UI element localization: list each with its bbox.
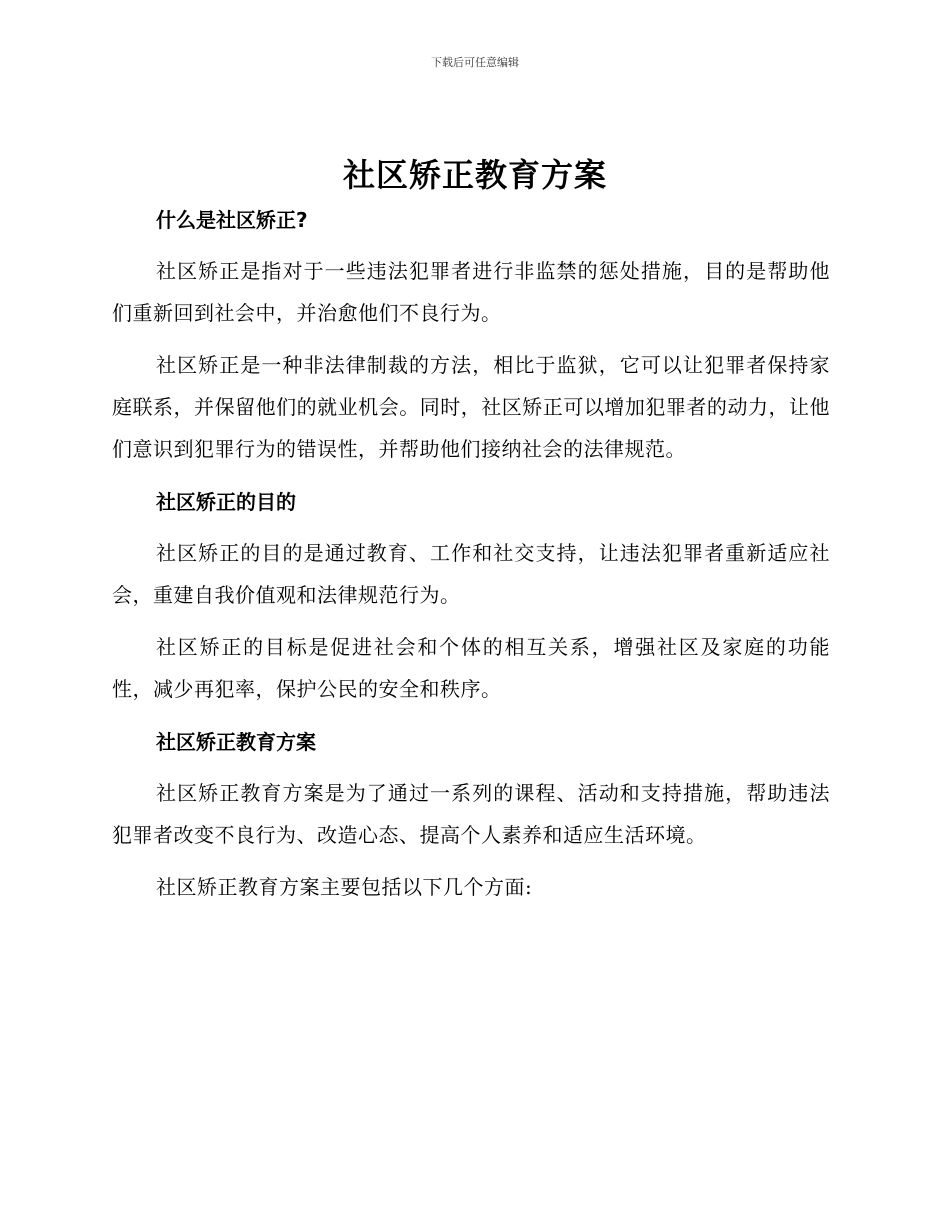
paragraph: 社区矫正的目的是通过教育、工作和社交支持，让违法犯罪者重新适应社会，重建自我价值观和法律规范行为。 bbox=[112, 541, 830, 607]
document-body bbox=[112, 200, 830, 908]
paragraph: 社区矫正的目标是促进社会和个体的相互关系，增强社区及家庭的功能性，减少再犯率，保护公民的安全和秩序。 bbox=[112, 635, 830, 701]
page-title: 社区矫正教育方案 bbox=[342, 156, 607, 194]
section-heading: 社区矫正教育方案 bbox=[156, 730, 316, 754]
paragraph: 社区矫正教育方案是为了通过一系列的课程、活动和支持措施，帮助违法犯罪者改变不良行为、改造心态、提高个人素养和适应生活环境。 bbox=[112, 781, 830, 847]
paragraph: 社区矫正是指对于一些违法犯罪者进行非监禁的惩处措施，目的是帮助他们重新回到社会中，并治愈他们不良行为。 bbox=[112, 259, 830, 325]
header-note: 下载后可任意编辑 bbox=[431, 56, 519, 69]
section-heading: 什么是社区矫正? bbox=[156, 208, 308, 232]
paragraph: 社区矫正是一种非法律制裁的方法，相比于监狱，它可以让犯罪者保持家庭联系，并保留他们的就业机会。同时，社区矫正可以增加犯罪者的动力，让他们意识到犯罪行为的错误性，并帮助他们接纳社会的法律规范。 bbox=[112, 353, 830, 461]
paragraph: 社区矫正教育方案主要包括以下几个方面: bbox=[156, 875, 533, 899]
section-heading: 社区矫正的目的 bbox=[156, 490, 296, 514]
